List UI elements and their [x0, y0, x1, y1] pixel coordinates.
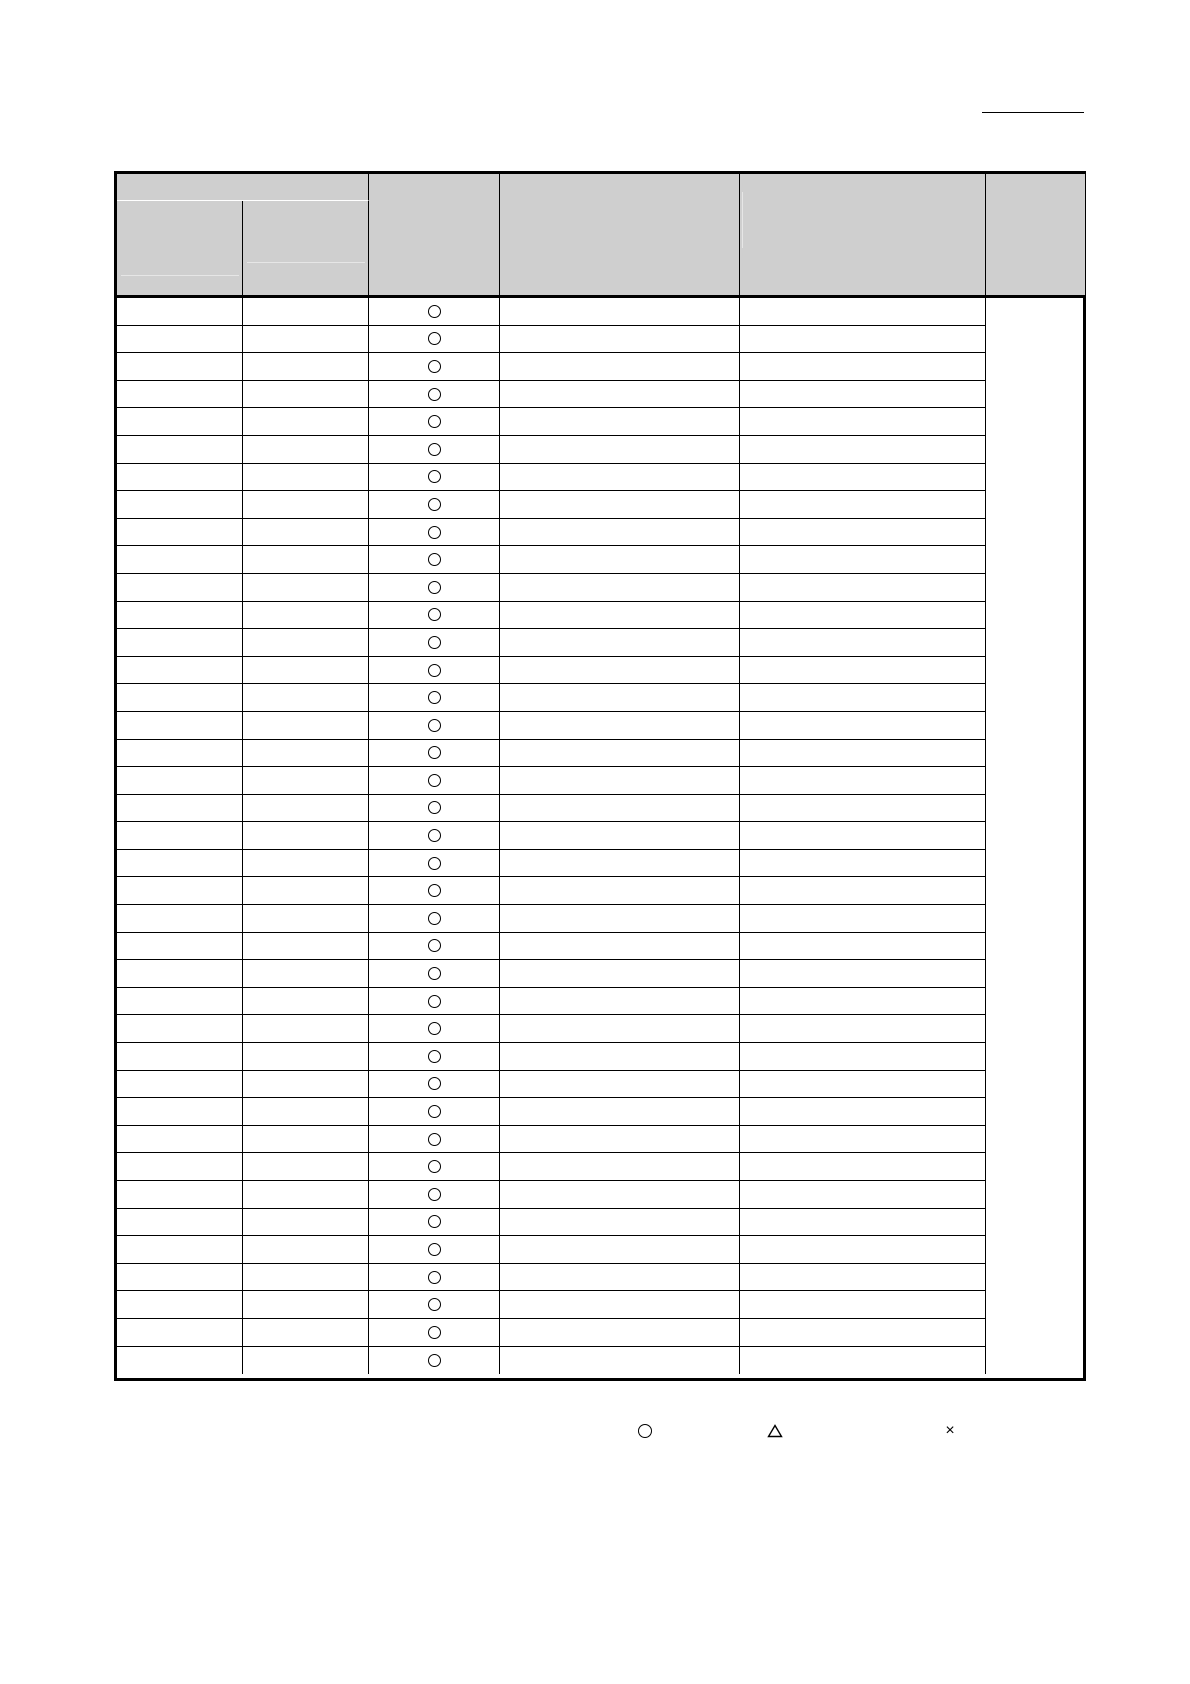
- circle-icon: [428, 498, 441, 511]
- circle-icon: [428, 1354, 441, 1367]
- table-cell: [500, 353, 740, 381]
- table-cell: [117, 546, 243, 574]
- table-cell: [243, 353, 369, 381]
- table-cell: [500, 1015, 740, 1043]
- table-cell: [243, 795, 369, 823]
- circle-icon: [428, 1243, 441, 1256]
- status-cell: [369, 877, 500, 905]
- table-cell: [243, 326, 369, 354]
- table-cell: [117, 740, 243, 768]
- circle-icon: [428, 1133, 441, 1146]
- table-cell: [500, 629, 740, 657]
- circle-icon: [428, 1050, 441, 1063]
- table-cell: [117, 436, 243, 464]
- remarks-cell: [986, 298, 1085, 1374]
- table-cell: [243, 408, 369, 436]
- table-cell: [117, 795, 243, 823]
- status-cell: [369, 519, 500, 547]
- status-cell: [369, 1126, 500, 1154]
- table-cell: [500, 1209, 740, 1237]
- table-cell: [117, 1181, 243, 1209]
- table-cell: [740, 960, 986, 988]
- status-cell: [369, 740, 500, 768]
- circle-icon: [428, 1326, 441, 1339]
- table-cell: [243, 381, 369, 409]
- table-cell: [500, 712, 740, 740]
- status-cell: [369, 353, 500, 381]
- status-cell: [369, 795, 500, 823]
- table-cell: [243, 464, 369, 492]
- table-cell: [500, 1236, 740, 1264]
- table-cell: [117, 1015, 243, 1043]
- table-cell: [740, 1153, 986, 1181]
- table-cell: [243, 491, 369, 519]
- circle-icon: [428, 1298, 441, 1311]
- table-cell: [740, 602, 986, 630]
- table-cell: [500, 1319, 740, 1347]
- table-cell: [243, 519, 369, 547]
- table-cell: [243, 574, 369, 602]
- table-cell: [740, 740, 986, 768]
- circle-icon: [428, 636, 441, 649]
- circle-icon: [428, 746, 441, 759]
- table-cell: [500, 491, 740, 519]
- table-cell: [243, 436, 369, 464]
- table-cell: [740, 629, 986, 657]
- table-cell: [117, 326, 243, 354]
- table-cell: [117, 905, 243, 933]
- status-cell: [369, 574, 500, 602]
- circle-icon: [428, 912, 441, 925]
- table-cell: [500, 381, 740, 409]
- status-cell: [369, 1071, 500, 1099]
- table-cell: [117, 657, 243, 685]
- circle-icon: [428, 857, 441, 870]
- legend: [0, 1421, 1190, 1441]
- table-cell: [117, 1043, 243, 1071]
- status-cell: [369, 767, 500, 795]
- status-cell: [369, 1347, 500, 1375]
- table-cell: [740, 1347, 986, 1375]
- status-cell: [369, 602, 500, 630]
- table-cell: [500, 1043, 740, 1071]
- table-cell: [117, 1319, 243, 1347]
- table-cell: [117, 629, 243, 657]
- circle-icon: [428, 305, 441, 318]
- status-cell: [369, 326, 500, 354]
- circle-icon: [428, 691, 441, 704]
- table-cell: [500, 519, 740, 547]
- top-right-rule: [982, 112, 1084, 113]
- table-cell: [740, 1126, 986, 1154]
- table-cell: [500, 298, 740, 326]
- status-cell: [369, 1043, 500, 1071]
- status-cell: [369, 1264, 500, 1292]
- table-cell: [117, 1071, 243, 1099]
- table-cell: [243, 1015, 369, 1043]
- table-cell: [117, 381, 243, 409]
- table-cell: [117, 1236, 243, 1264]
- table-cell: [500, 960, 740, 988]
- status-cell: [369, 1319, 500, 1347]
- table-cell: [117, 1153, 243, 1181]
- table-cell: [117, 491, 243, 519]
- table-cell: [500, 795, 740, 823]
- status-cell: [369, 933, 500, 961]
- table-cell: [500, 1098, 740, 1126]
- table-cell: [243, 546, 369, 574]
- table-cell: [500, 602, 740, 630]
- table-cell: [243, 1236, 369, 1264]
- table-cell: [500, 1126, 740, 1154]
- table-cell: [740, 574, 986, 602]
- table-cell: [740, 933, 986, 961]
- table-cell: [740, 381, 986, 409]
- table-cell: [500, 408, 740, 436]
- table-cell: [740, 298, 986, 326]
- status-cell: [369, 491, 500, 519]
- table-cell: [500, 436, 740, 464]
- table-cell: [243, 822, 369, 850]
- table-cell: [500, 464, 740, 492]
- table-cell: [117, 960, 243, 988]
- status-cell: [369, 381, 500, 409]
- circle-icon: [428, 1160, 441, 1173]
- table-cell: [117, 408, 243, 436]
- table-cell: [740, 1291, 986, 1319]
- table-cell: [740, 795, 986, 823]
- table-cell: [243, 1098, 369, 1126]
- group-header: [117, 174, 369, 201]
- status-cell: [369, 960, 500, 988]
- status-cell: [369, 436, 500, 464]
- table-cell: [243, 1291, 369, 1319]
- table-cell: [117, 1291, 243, 1319]
- table-cell: [500, 546, 740, 574]
- table-cell: [500, 1153, 740, 1181]
- table-cell: [740, 436, 986, 464]
- circle-icon: [428, 774, 441, 787]
- status-cell: [369, 712, 500, 740]
- table-cell: [740, 1236, 986, 1264]
- circle-icon: [428, 1215, 441, 1228]
- table-cell: [740, 464, 986, 492]
- table-cell: [117, 767, 243, 795]
- table-cell: [740, 822, 986, 850]
- table-cell: [117, 988, 243, 1016]
- circle-icon: [428, 470, 441, 483]
- status-cell: [369, 822, 500, 850]
- circle-icon: [428, 995, 441, 1008]
- table-cell: [117, 353, 243, 381]
- circle-icon: [428, 1022, 441, 1035]
- table-cell: [500, 1071, 740, 1099]
- column-a-header: [117, 201, 243, 298]
- table-cell: [243, 933, 369, 961]
- table-cell: [500, 1181, 740, 1209]
- table-cell: [740, 491, 986, 519]
- table-cell: [740, 877, 986, 905]
- table-cell: [740, 1071, 986, 1099]
- remarks-column-header: [986, 174, 1085, 298]
- table-cell: [243, 877, 369, 905]
- status-cell: [369, 684, 500, 712]
- table-cell: [243, 1319, 369, 1347]
- status-cell: [369, 1181, 500, 1209]
- table-cell: [500, 1347, 740, 1375]
- table-cell: [117, 1098, 243, 1126]
- circle-icon: [428, 360, 441, 373]
- table-cell: [740, 1181, 986, 1209]
- table-cell: [117, 1126, 243, 1154]
- circle-icon: [428, 719, 441, 732]
- status-cell: [369, 1291, 500, 1319]
- table-cell: [500, 933, 740, 961]
- circle-icon: [428, 388, 441, 401]
- table-cell: [740, 905, 986, 933]
- column-d-header: [500, 174, 740, 298]
- table-cell: [243, 1264, 369, 1292]
- column-e-header: [740, 174, 986, 298]
- status-cell: [369, 1015, 500, 1043]
- circle-icon: [428, 967, 441, 980]
- table-cell: [117, 877, 243, 905]
- table-cell: [500, 657, 740, 685]
- table-cell: [117, 712, 243, 740]
- table-cell: [117, 684, 243, 712]
- table-cell: [243, 712, 369, 740]
- table-cell: [243, 298, 369, 326]
- table-cell: [243, 850, 369, 878]
- table-cell: [243, 905, 369, 933]
- table-cell: [117, 933, 243, 961]
- circle-icon: [428, 884, 441, 897]
- circle-icon: [428, 332, 441, 345]
- status-cell: [369, 850, 500, 878]
- circle-icon: [428, 608, 441, 621]
- circle-icon: [428, 415, 441, 428]
- table-cell: [117, 602, 243, 630]
- table-cell: [500, 988, 740, 1016]
- table-cell: [740, 1043, 986, 1071]
- table-cell: [243, 1043, 369, 1071]
- table-cell: [500, 877, 740, 905]
- table-cell: [740, 408, 986, 436]
- table-cell: [243, 1126, 369, 1154]
- table-cell: [500, 326, 740, 354]
- table-cell: [243, 657, 369, 685]
- table-cell: [243, 684, 369, 712]
- circle-icon: [428, 939, 441, 952]
- table-cell: [500, 740, 740, 768]
- legend-cross-icon: ×: [945, 1422, 955, 1439]
- table-cell: [740, 684, 986, 712]
- table-cell: [740, 326, 986, 354]
- table-cell: [500, 767, 740, 795]
- table-cell: [740, 519, 986, 547]
- table-cell: [117, 1209, 243, 1237]
- table-cell: [243, 1071, 369, 1099]
- circle-icon: [428, 1271, 441, 1284]
- status-cell: [369, 1236, 500, 1264]
- table-cell: [117, 822, 243, 850]
- status-cell: [369, 1098, 500, 1126]
- table-cell: [117, 1264, 243, 1292]
- circle-icon: [428, 443, 441, 456]
- table-cell: [243, 629, 369, 657]
- table-cell: [740, 546, 986, 574]
- table-cell: [500, 1291, 740, 1319]
- data-table: [114, 171, 1086, 1381]
- table-cell: [500, 1264, 740, 1292]
- table-cell: [117, 850, 243, 878]
- table-cell: [740, 1209, 986, 1237]
- status-cell: [369, 905, 500, 933]
- circle-icon: [428, 829, 441, 842]
- table-cell: [117, 1347, 243, 1375]
- table-cell: [740, 1015, 986, 1043]
- table-cell: [740, 1264, 986, 1292]
- status-cell: [369, 657, 500, 685]
- table-cell: [740, 657, 986, 685]
- legend-triangle-icon: [765, 1421, 785, 1441]
- table-cell: [243, 767, 369, 795]
- table-cell: [740, 1319, 986, 1347]
- legend-circle-icon: [635, 1421, 655, 1441]
- table-cell: [243, 960, 369, 988]
- circle-icon: [428, 664, 441, 677]
- table-cell: [117, 574, 243, 602]
- table-cell: [740, 850, 986, 878]
- circle-icon: [428, 1077, 441, 1090]
- circle-icon: [428, 1105, 441, 1118]
- table-cell: [243, 740, 369, 768]
- status-cell: [369, 298, 500, 326]
- table-cell: [243, 602, 369, 630]
- status-cell: [369, 988, 500, 1016]
- status-cell: [369, 546, 500, 574]
- table-cell: [117, 464, 243, 492]
- table-cell: [740, 712, 986, 740]
- table-cell: [117, 298, 243, 326]
- table-cell: [243, 1153, 369, 1181]
- circle-icon: [428, 581, 441, 594]
- table-cell: [243, 1347, 369, 1375]
- table-cell: [500, 905, 740, 933]
- table-cell: [500, 850, 740, 878]
- status-cell: [369, 1209, 500, 1237]
- table-cell: [243, 1209, 369, 1237]
- circle-icon: [428, 553, 441, 566]
- status-cell: [369, 464, 500, 492]
- circle-icon: [428, 801, 441, 814]
- table-cell: [500, 684, 740, 712]
- table-cell: [740, 1098, 986, 1126]
- table-cell: [740, 353, 986, 381]
- status-cell: [369, 408, 500, 436]
- table-cell: [500, 822, 740, 850]
- status-cell: [369, 629, 500, 657]
- table-cell: [500, 574, 740, 602]
- circle-icon: [428, 526, 441, 539]
- table-cell: [117, 519, 243, 547]
- column-b-header: [243, 201, 369, 298]
- table-cell: [243, 988, 369, 1016]
- status-cell: [369, 1153, 500, 1181]
- status-column-header: [369, 174, 500, 298]
- table-cell: [740, 988, 986, 1016]
- table-cell: [740, 767, 986, 795]
- circle-icon: [428, 1188, 441, 1201]
- table-cell: [243, 1181, 369, 1209]
